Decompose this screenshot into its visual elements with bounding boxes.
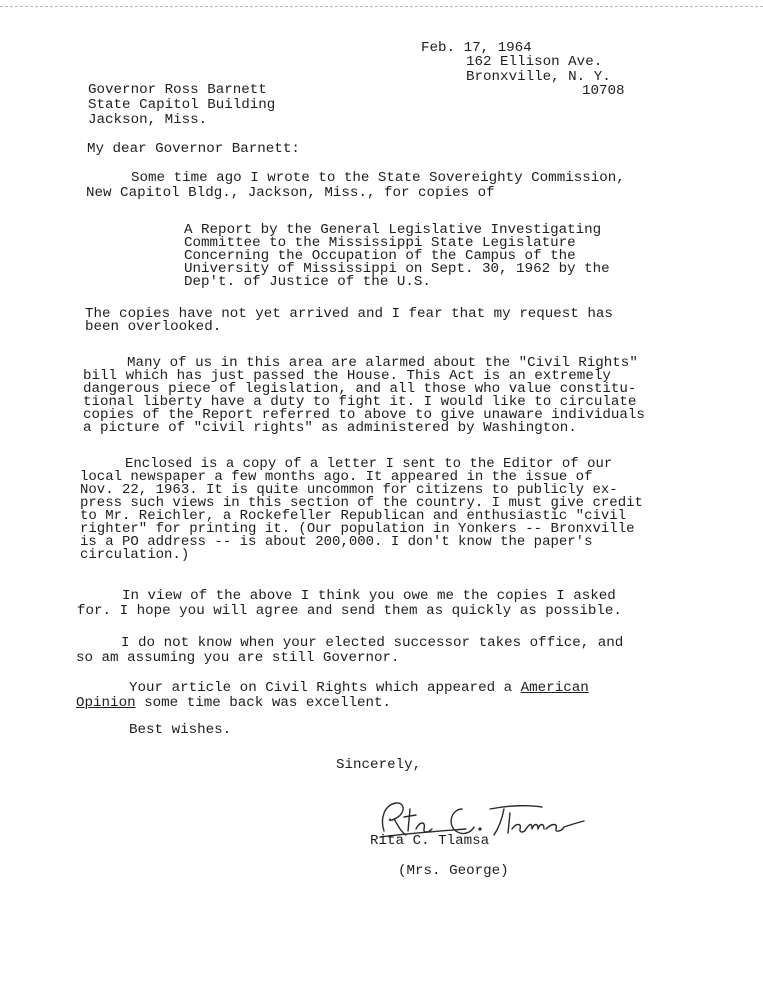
paragraph-line: to Mr. Reichler, a Rockefeller Republican and enthusiastic "civil xyxy=(80,508,627,524)
paragraph-line: circulation.) xyxy=(80,547,190,563)
recipient-line: Governor Ross Barnett xyxy=(88,82,267,98)
recipient-line: State Capitol Building xyxy=(88,97,276,113)
paragraph-line: righter" for printing it. (Our population in Yonkers -- Bronxville xyxy=(80,521,635,537)
paragraph-5 xyxy=(77,590,622,618)
paragraph-3 xyxy=(83,357,645,435)
quote-line: Dep't. of Justice of the U.S. xyxy=(184,274,431,290)
paragraph-line: been overlooked. xyxy=(85,319,222,335)
quote-line: University of Mississippi on Sept. 30, 1962 by the xyxy=(184,261,610,277)
recipient-line: Jackson, Miss. xyxy=(88,112,208,128)
paragraph-line xyxy=(76,697,589,710)
paragraph-line: Some time ago I wrote to the State Sovereighty Commission, xyxy=(131,170,625,186)
quote-line: Concerning the Occupation of the Campus of the xyxy=(184,248,576,264)
page-edge-dashes xyxy=(0,6,763,7)
paragraph-line: for. I hope you will agree and send them as quickly as possible. xyxy=(77,603,622,619)
paragraph-line: dangerous piece of legislation, and all those who value constitu- xyxy=(83,381,637,397)
letter-date: Feb. 17, 1964 xyxy=(421,40,532,56)
paragraph-line: Nov. 22, 1963. It is quite uncommon for citizens to publicly ex- xyxy=(80,482,618,498)
quote-line: Committee to the Mississippi State Legislature xyxy=(184,235,576,251)
salutation: My dear Governor Barnett: xyxy=(87,141,300,157)
paragraph-1 xyxy=(86,172,625,200)
paragraph-line: bill which has just passed the House. This Act is an extremely xyxy=(83,368,611,384)
paragraph-6 xyxy=(76,637,623,665)
sender-city: Bronxville, N. Y. xyxy=(466,69,611,85)
signer-name: Rita C. Tlamsa xyxy=(370,833,490,849)
paragraph-7 xyxy=(76,682,589,710)
quote-line: A Report by the General Legislative Investigating xyxy=(184,222,602,238)
paragraph-line: In view of the above I think you owe me the copies I asked xyxy=(122,588,616,604)
paragraph-text: some time back was excellent. xyxy=(135,695,392,711)
paragraph-line: I do not know when your elected successor takes office, and xyxy=(121,635,624,651)
paragraph-2 xyxy=(85,308,613,334)
sender-zip: 10708 xyxy=(582,83,625,99)
paragraph-line: Many of us in this area are alarmed about the "Civil Rights" xyxy=(127,355,638,371)
sender-address xyxy=(466,56,625,98)
closing: Sincerely, xyxy=(336,757,422,773)
signer-title: (Mrs. George) xyxy=(398,863,509,879)
paragraph-line: is a PO address -- is about 200,000. I don't know the paper's xyxy=(80,534,593,550)
paragraph-text: Your article on Civil Rights which appeared a xyxy=(129,680,521,696)
report-title-quote xyxy=(184,224,610,289)
paragraph-line: a picture of "civil rights" as administered by Washington. xyxy=(83,420,577,436)
paragraph-line: The copies have not yet arrived and I fear that my request has xyxy=(85,306,613,322)
paragraph-line xyxy=(129,682,589,695)
paragraph-line: New Capitol Bldg., Jackson, Miss., for copies of xyxy=(86,185,495,201)
paragraph-line: press such views in this section of the country. I must give credit xyxy=(80,495,643,511)
best-wishes: Best wishes. xyxy=(129,722,232,738)
paragraph-line: tional liberty have a duty to fight it. I would like to circulate xyxy=(83,394,637,410)
paragraph-4 xyxy=(80,458,643,562)
paragraph-line: so am assuming you are still Governor. xyxy=(76,650,400,666)
paragraph-line: copies of the Report referred to above to give unaware individuals xyxy=(83,407,645,423)
paragraph-line: local newspaper a few months ago. It appeared in the issue of xyxy=(80,469,593,485)
sender-street: 162 Ellison Ave. xyxy=(466,54,603,70)
publication-name: Opinion xyxy=(76,695,136,711)
publication-name: American xyxy=(520,680,589,696)
paragraph-line: Enclosed is a copy of a letter I sent to the Editor of our xyxy=(125,456,613,472)
recipient-address xyxy=(88,84,275,127)
